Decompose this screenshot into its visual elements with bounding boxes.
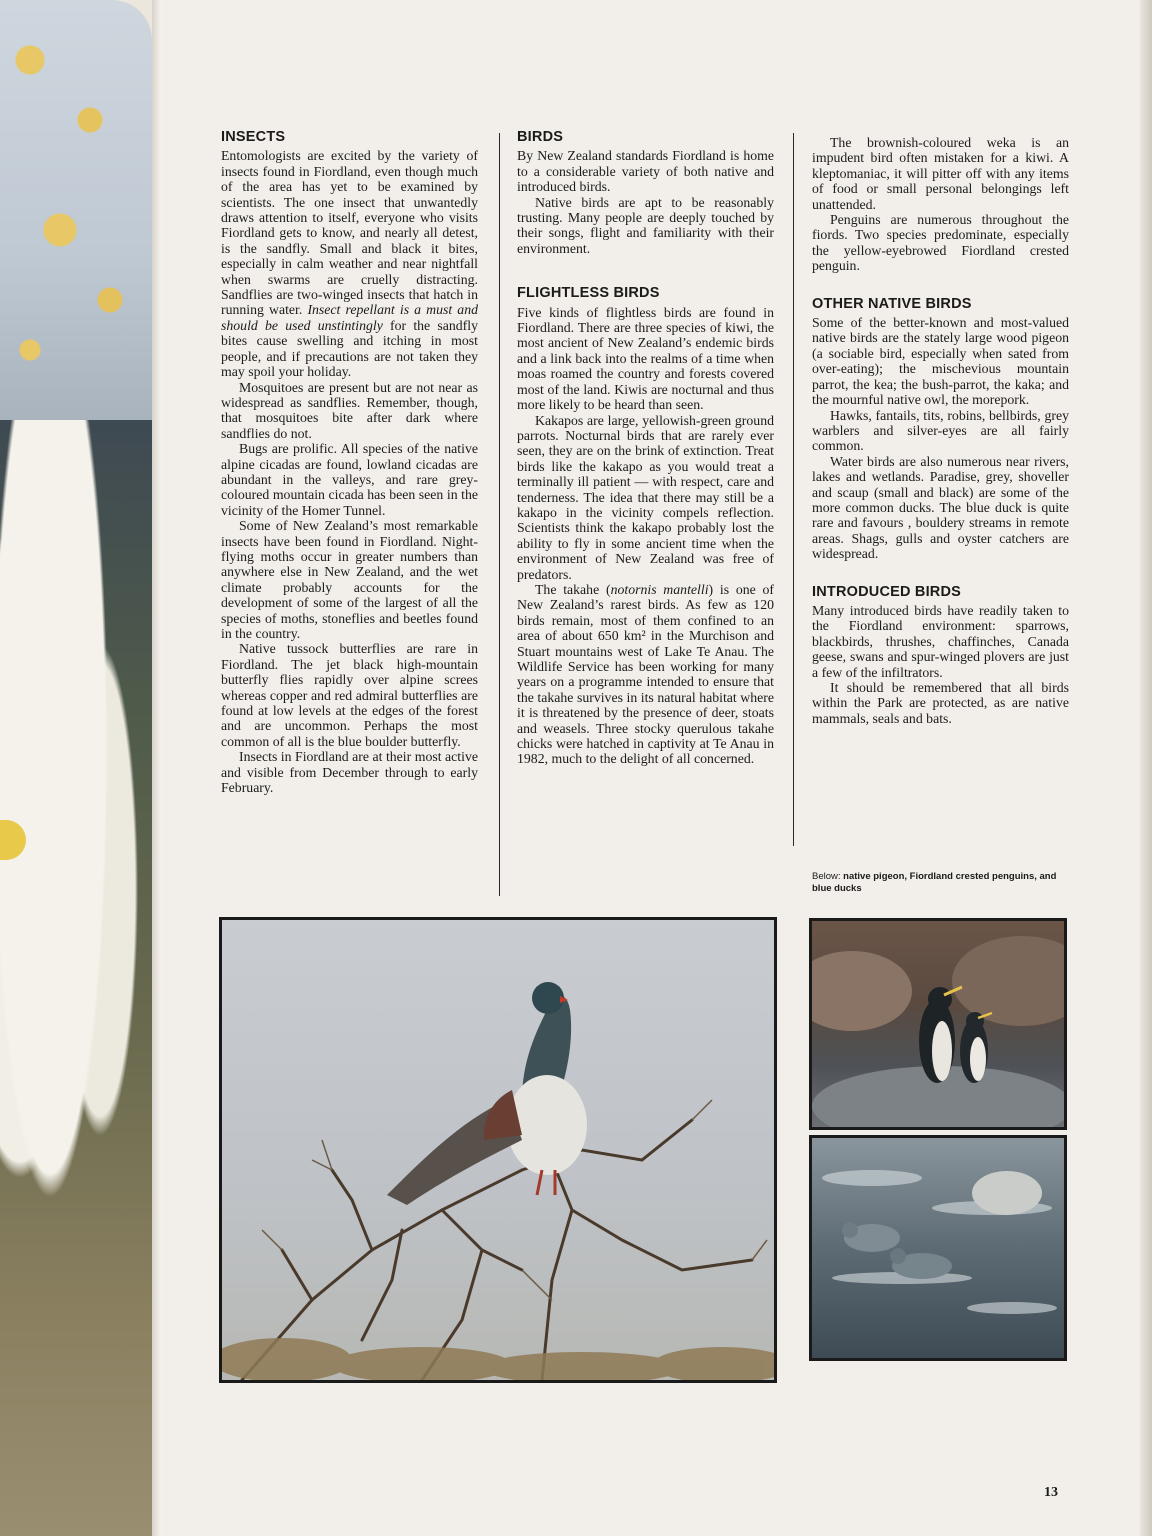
flightless-birds-heading: FLIGHTLESS BIRDS: [517, 285, 660, 302]
introduced-birds-heading: INTRODUCED BIRDS: [812, 583, 962, 600]
left-page: [0, 0, 160, 1536]
insects-paragraph-1: Entomologists are excited by the variety of insects found in Fiordland, even though much of the area has yet to be examined by scientists. The one insect that unwantedly draws attention to itself, everyone who visits Fiordland gets to know, and nearly all detest, is the sandfly. Small and black it bites, especially in calm weather and near nightfall when swarms are cruelly distracting. Sandflies are two-winged insects that hatch in running water. Insect repellant is a must and should be used unstintingly for the sandfly bites cause swelling and itching in most people, and if precautions are not taken they may spoil your holiday.: [221, 148, 478, 380]
column-divider-1: [499, 133, 500, 896]
section-gap: [517, 256, 774, 286]
section-gap: [812, 562, 1069, 585]
insects-paragraph-5: Native tussock butterflies are rare in Fiordland. The jet black high-mountain butterfly flies rapidly over alpine screes whereas copper and red admiral butterflies are found at low levels at the edges of the forest and are uncommon. Perhaps the most common of all is the blue boulder butterfly.: [221, 641, 478, 749]
flightless-paragraph-3: The takahe (notornis mantelli) is one of New Zealand’s rarest birds. As few as 120 birds remain, most of them confined to an area of about 650 km² in the Murchison and Stuart mountains west of Lake Te Anau. The Wildlife Service has been working for many years on a programme intended to ensure that the takahe survives in its natural habitat where it is threatened by the presence of deer, stoats and weasels. Three stocky querulous takahe chicks were hatched in captivity at Te Anau in 1982, much to the delight of all concerned.: [517, 581, 774, 767]
insects-paragraph-3: Bugs are prolific. All species of the native alpine cicadas are found, lowland cicadas are abundant in the valleys, and rare grey-coloured mountain cicada has been seen in the vicinity of the Homer Tunnel.: [221, 441, 478, 518]
column-divider-2: [793, 133, 794, 846]
other-native-paragraph-3: Water birds are also numerous near rivers, lakes and wetlands. Paradise, grey, shoveller and scaup (small and black) are some of the more common ducks. The blue duck is quite rare and favours , bouldery streams in remote areas. Shags, gulls and oyster catchers are widespread.: [812, 453, 1069, 562]
insects-paragraph-2: Mosquitoes are present but are not near as widespread as sandflies. Remember, though, that mosquitoes bite after dark where sandflies do not.: [221, 379, 478, 441]
column-birds: [517, 130, 774, 767]
insects-paragraph-4: Some of New Zealand’s most remarkable insects have been found in Fiordland. Night-flying moths occur in greater numbers than anywhere else in New Zealand, and the wet climate probably accounts for the development of some of the largest of all the species of moths, stoneflies and beetles found in the country.: [221, 518, 478, 641]
left-page-photo: [0, 0, 152, 1536]
weka-paragraph: The brownish-coloured weka is an impudent bird often mistaken for a kiwi. A kleptomaniac, it will pitter off with any items of food or small personal belongings left unattended.: [812, 135, 1069, 212]
page-gutter: [152, 0, 162, 1536]
birds-paragraph-1: By New Zealand standards Fiordland is home to a considerable variety of both native and introduced birds.: [517, 148, 774, 195]
column-insects: [221, 130, 478, 795]
page-number: 13: [1044, 1485, 1058, 1500]
penguins-paragraph: Penguins are numerous throughout the fiords. Two species predominate, especially the yellow-eyebrowed Fiordland crested penguin.: [812, 212, 1069, 274]
white-flower-photo-area: [0, 420, 152, 1536]
outer-page-edge: [1140, 0, 1152, 1536]
introduced-paragraph-1: Many introduced birds have readily taken to the Fiordland environment: sparrows, blackbirds, thrushes, chaffinches, Canada geese, swans and spur-winged plovers are just a few of the infiltrators.: [812, 602, 1069, 680]
yellow-blossom-photo-area: [0, 0, 152, 420]
insects-paragraph-6: Insects in Fiordland are at their most active and visible from December through to early February.: [221, 749, 478, 796]
introduced-paragraph-2: It should be remembered that all birds within the Park are protected, as are native mammals, seals and bats.: [812, 680, 1069, 726]
blue-ducks-photo: [809, 1135, 1067, 1361]
flightless-paragraph-2: Kakapos are large, yellowish-green ground parrots. Nocturnal birds that are rarely ever seen, they are on the brink of extinction. Treat birds like the kakapo as you would treat a terminally ill patient — with respect, care and tenderness. The idea that there may still be a kakapo in the vicinity compels reflection. Scientists think the kakapo probably lost the ability to fly in some ancient time when the environment of New Zealand was free of predators.: [517, 412, 774, 582]
pigeon-illustration: [222, 920, 774, 1380]
blue-ducks-illustration: [812, 1138, 1064, 1358]
column-right: [812, 135, 1069, 726]
penguins-photo: [809, 918, 1067, 1130]
flightless-paragraph-1: Five kinds of flightless birds are found in Fiordland. There are three species of kiwi, the most ancient of New Zealand’s endemic birds and a link back into the realms of a time when moas roamed the country and forests covered most of the land. Kiwis are nocturnal and thus more likely to be heard than seen.: [517, 304, 774, 413]
birds-paragraph-2: Native birds are apt to be reasonably trusting. Many people are deeply touched by their songs, flight and familiarity with their environment.: [517, 194, 774, 256]
section-gap: [812, 274, 1069, 297]
birds-heading: BIRDS: [517, 129, 564, 145]
photo-caption: Below: native pigeon, Fiordland crested penguins, and blue ducks: [812, 871, 1057, 894]
other-native-birds-heading: OTHER NATIVE BIRDS: [812, 295, 972, 312]
penguins-illustration: [812, 921, 1064, 1127]
other-native-paragraph-2: Hawks, fantails, tits, robins, bellbirds, grey warblers and silver-eyes are all fairly common.: [812, 407, 1069, 454]
pigeon-photo: [219, 917, 777, 1383]
other-native-paragraph-1: Some of the better-known and most-valued native birds are the stately large wood pigeon (a sociable bird, especially when sated from over-eating); the mischevious mountain parrot, the kea; the bush-parrot, the kaka; and the mournful native owl, the morepork.: [812, 315, 1069, 408]
insects-heading: INSECTS: [221, 129, 286, 145]
